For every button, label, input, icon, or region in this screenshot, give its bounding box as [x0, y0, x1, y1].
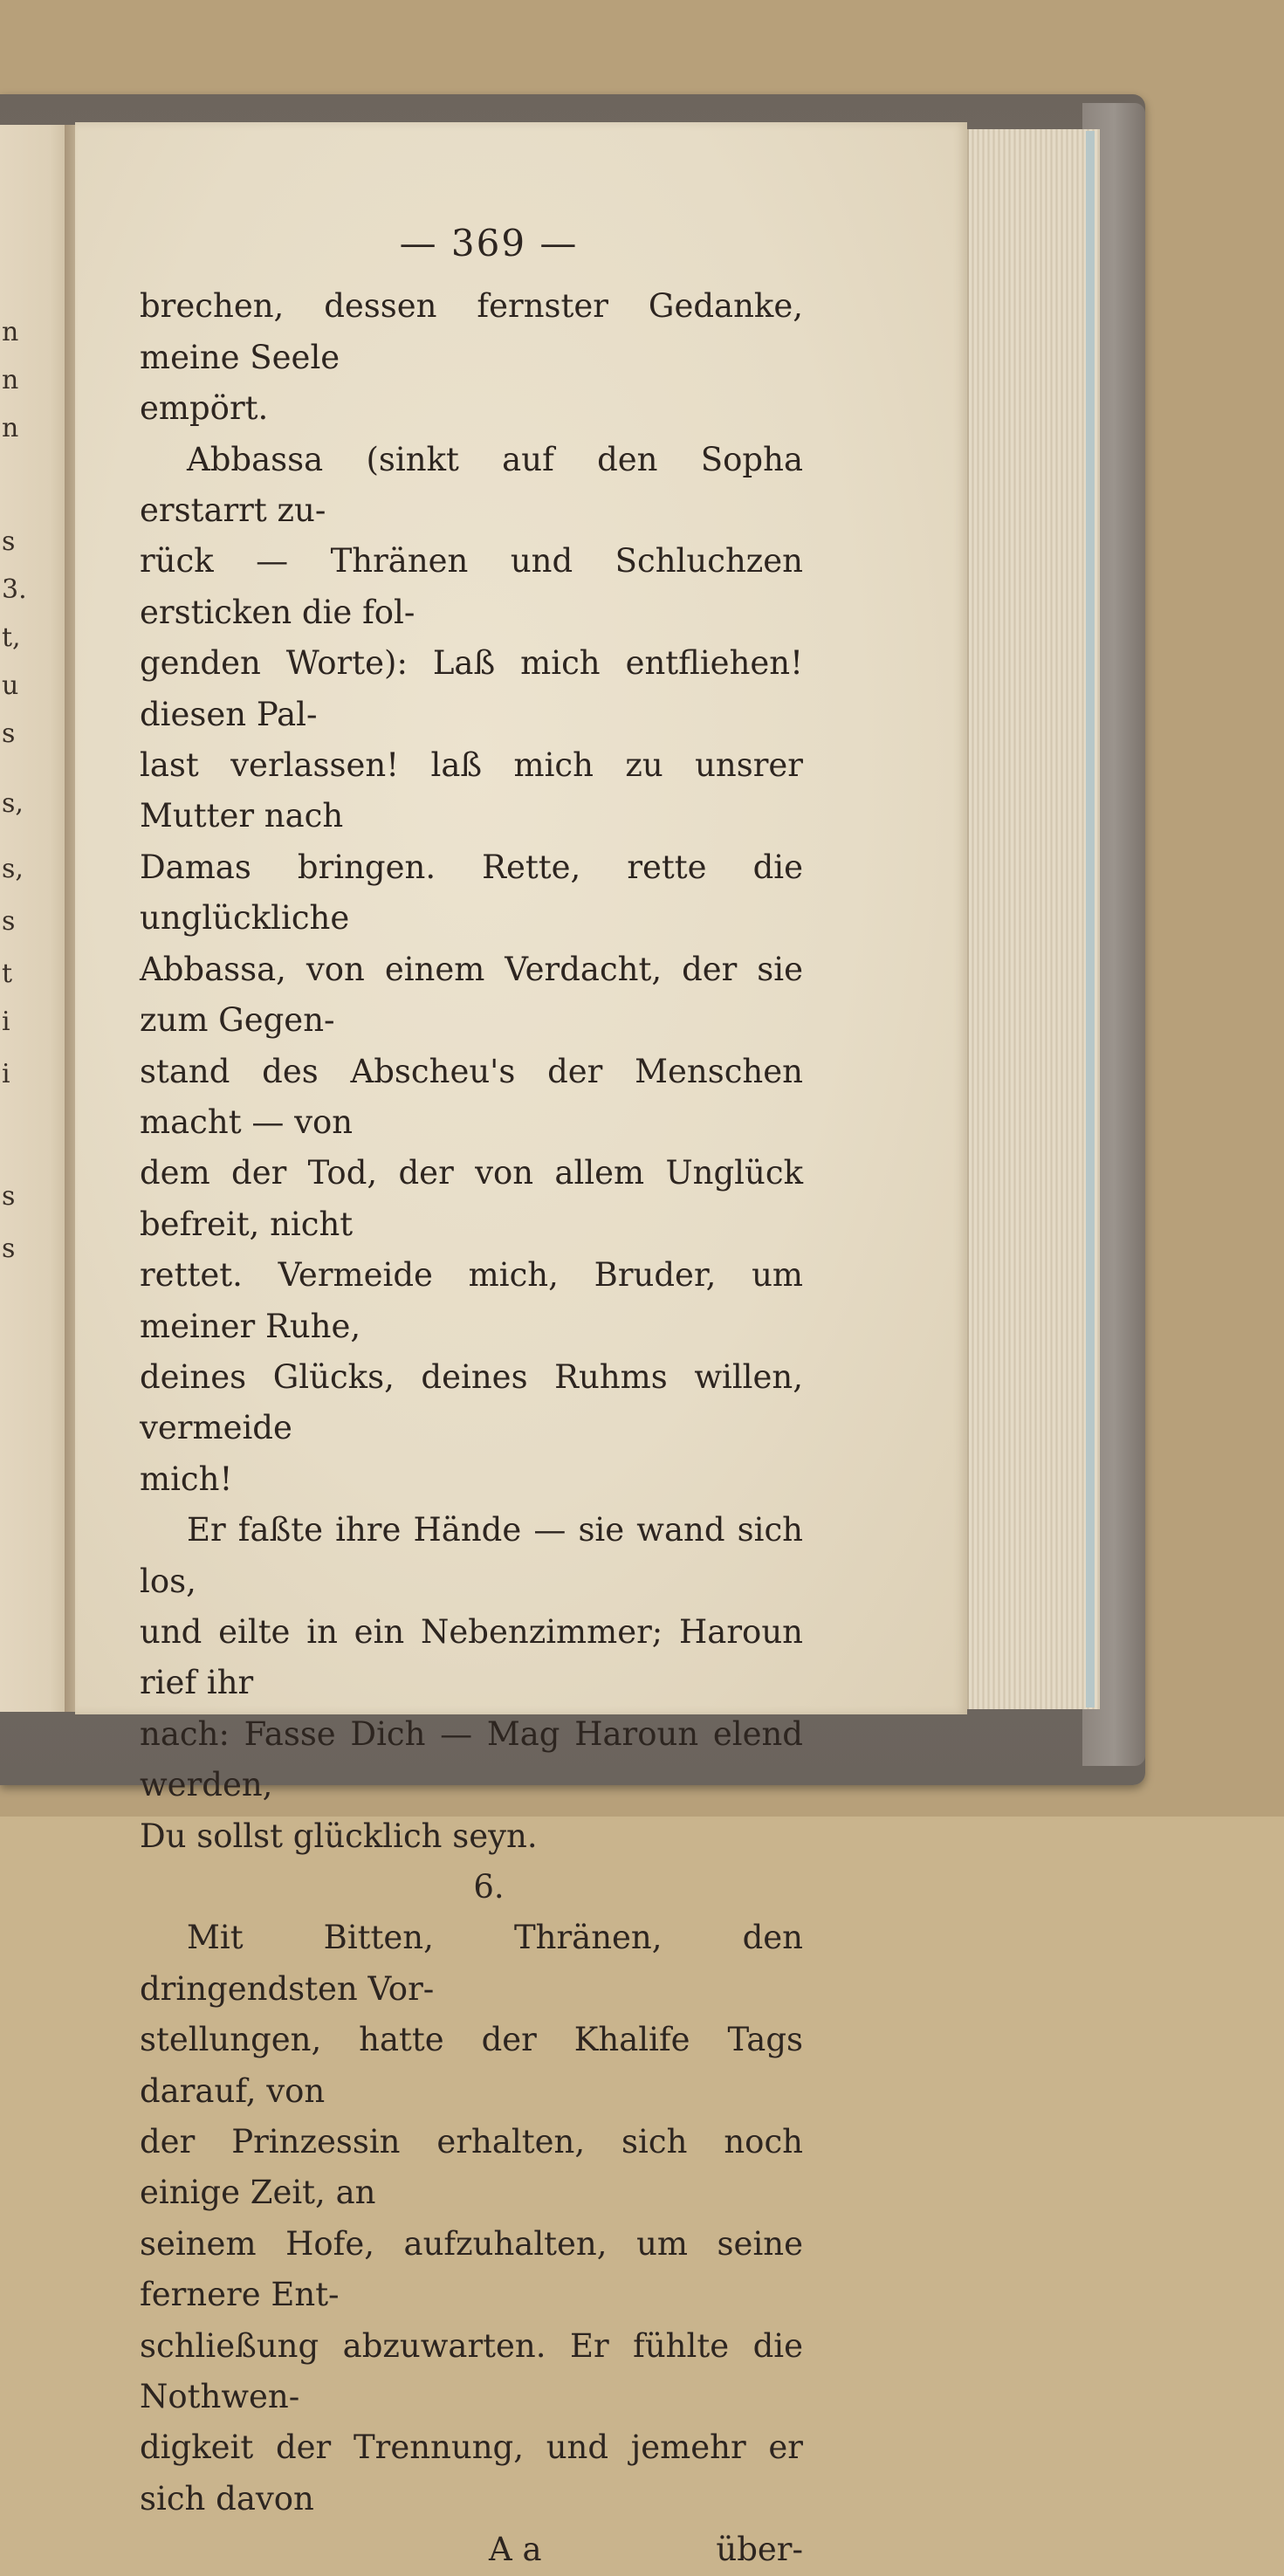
left-fragment: s, [2, 854, 24, 884]
text-line: Du sollst glücklich seyn. [140, 1817, 538, 1855]
left-fragment: s [2, 718, 16, 749]
signature-line [140, 2524, 803, 2575]
paragraph [140, 435, 803, 1506]
left-fragment: n [2, 317, 19, 347]
text-line: stand des Abscheu's der Menschen macht — von [140, 1052, 803, 1141]
catchword: über- [716, 2531, 803, 2569]
text-line: dem der Tod, der von allem Unglück befreit, nicht [140, 1154, 803, 1243]
left-fragment: s [2, 1233, 16, 1264]
left-fragment: s [2, 1181, 16, 1212]
text-line: nach: Fasse Dich — Mag Haroun elend werden, [140, 1714, 803, 1804]
page-header: — 369 — [399, 222, 579, 264]
paragraph [140, 281, 803, 434]
text-line: rettet. Vermeide mich, Bruder, um meiner Ruhe, [140, 1256, 803, 1345]
left-fragment: i [2, 1059, 10, 1089]
left-fragment: t [2, 958, 13, 989]
text-line: der Prinzessin erhalten, sich noch einige Zeit, an [140, 2123, 803, 2212]
text-line: seinem Hofe, aufzuhalten, um seine fernere Ent- [140, 2224, 803, 2314]
text-line: Damas bringen. Rette, rette die unglückliche [140, 848, 803, 938]
text-line: und eilte in ein Nebenzimmer; Haroun rief ihr [140, 1612, 803, 1702]
text-line: last verlassen! laß mich zu unsrer Mutter nach [140, 746, 803, 835]
left-fragment: n [2, 365, 19, 395]
left-fragment: s, [2, 788, 24, 819]
paragraph [140, 1913, 803, 2524]
left-fragment: s [2, 906, 16, 937]
text-line: stellungen, hatte der Khalife Tags darauf, von [140, 2021, 803, 2110]
left-fragment: s [2, 526, 16, 557]
text-line: genden Worte): Laß mich entfliehen! diesen Pal- [140, 644, 803, 733]
left-fragment: u [2, 670, 19, 701]
section-number: 6. [473, 1868, 505, 1906]
text-line: rück — Thränen und Schluchzen ersticken die fol- [140, 542, 803, 631]
fore-edge-tint [1086, 131, 1095, 1707]
text-line: empört. [140, 389, 269, 428]
page-block-fore-edge [967, 129, 1100, 1709]
text-line: digkeit der Trennung, und jemehr er sich davon [140, 2428, 803, 2518]
left-fragment: i [2, 1006, 10, 1037]
text-line: Abbassa, von einem Verdacht, der sie zum Gegen- [140, 950, 803, 1040]
left-fragment: n [2, 413, 19, 443]
text-line: brechen, dessen fernster Gedanke, meine Seele [140, 287, 803, 376]
left-fragment: t, [2, 622, 21, 653]
text-line: mich! [140, 1460, 233, 1498]
text-line: Mit Bitten, Thränen, den dringendsten Vor- [140, 1919, 803, 2008]
paragraph [140, 1505, 803, 1862]
text-line: Abbassa (sinkt auf den Sopha erstarrt zu- [140, 440, 803, 530]
text-line: deines Glücks, deines Ruhms willen, vermeide [140, 1357, 803, 1447]
page-text [140, 218, 803, 2576]
left-fragment: 3. [2, 574, 27, 605]
text-line: schließung abzuwarten. Er fühlte die Nothwen- [140, 2326, 803, 2416]
signature-mark: A a [489, 2531, 542, 2569]
text-line: Er faßte ihre Hände — sie wand sich los, [140, 1511, 803, 1600]
left-page-edge [0, 125, 72, 1712]
